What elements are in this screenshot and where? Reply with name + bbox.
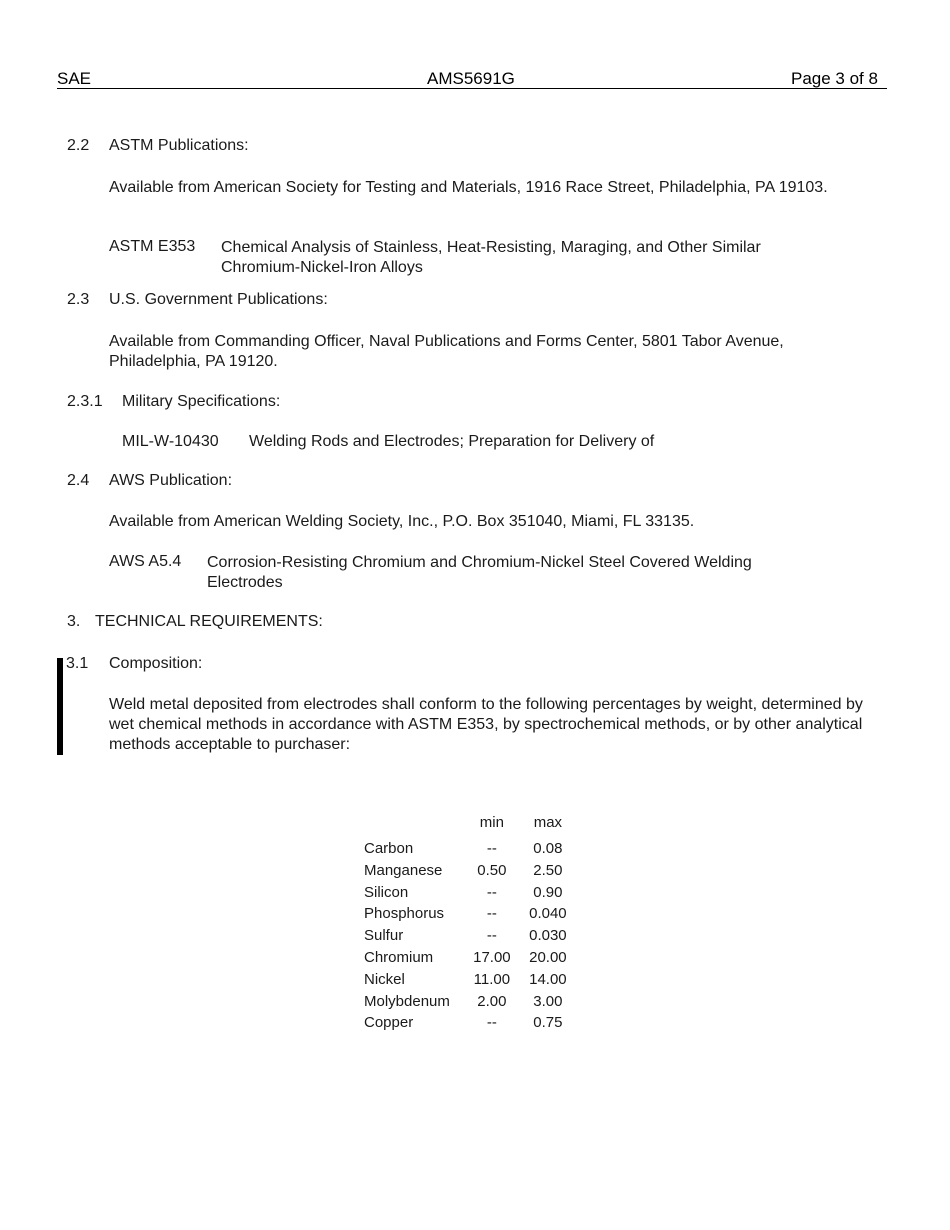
min-value: --	[486, 840, 497, 857]
header-min: min	[479, 814, 504, 831]
min-value: 2.00	[477, 992, 507, 1010]
section-2-3-1-title: Military Specifications:	[122, 393, 281, 410]
table-row	[358, 947, 576, 969]
section-3-number: 3.	[67, 613, 81, 630]
max-value: 14.00	[529, 970, 567, 988]
max-value: 20.00	[529, 948, 567, 966]
max-value: 0.030	[529, 927, 567, 945]
section-2-3-availability: Available from Commanding Officer, Naval Publications and Forms Center, 5801 Tabor Avenue, Philadelphia, PA 19120.	[109, 333, 784, 370]
section-2-4-number: 2.4	[67, 472, 90, 489]
header-element	[358, 812, 464, 838]
element-name: Chromium	[364, 948, 434, 966]
header-rule	[57, 88, 887, 89]
section-3-1-number: 3.1	[66, 655, 89, 672]
min-value: --	[486, 883, 497, 901]
element-name: Manganese	[364, 861, 443, 879]
element-name: Carbon	[364, 840, 414, 857]
ref-mil-w-10430-title: Welding Rods and Electrodes; Preparation for Delivery of	[249, 433, 655, 450]
table-row	[358, 838, 576, 860]
table-row	[358, 1012, 576, 1034]
composition-table-header	[358, 812, 576, 838]
table-row	[358, 860, 576, 882]
min-value: 17.00	[473, 948, 511, 966]
min-value: 11.00	[473, 970, 511, 988]
element-name: Phosphorus	[364, 905, 445, 923]
element-name: Copper	[364, 1014, 414, 1032]
ref-astm-e353-title: Chemical Analysis of Stainless, Heat-Resisting, Maraging, and Other Similar Chromium-Nickel-Iron Alloys	[221, 239, 761, 276]
max-value: 0.75	[533, 1014, 563, 1032]
max-value: 2.50	[533, 861, 563, 879]
header-doc-number: AMS5691G	[427, 69, 515, 88]
element-name: Nickel	[364, 970, 405, 988]
max-value: 0.08	[533, 840, 563, 857]
section-2-4-title: AWS Publication:	[109, 472, 233, 489]
min-value: --	[486, 1014, 497, 1032]
max-value: 3.00	[533, 992, 563, 1010]
table-row	[358, 991, 576, 1013]
ref-mil-w-10430-id: MIL-W-10430	[122, 433, 219, 450]
element-name: Molybdenum	[364, 992, 450, 1010]
min-value: --	[486, 905, 497, 923]
revision-change-bar	[57, 658, 63, 755]
ref-astm-e353-id: ASTM E353	[109, 238, 196, 255]
header-max: max	[533, 814, 563, 831]
element-name: Silicon	[364, 883, 409, 901]
section-2-3-1-number: 2.3.1	[67, 393, 103, 410]
table-row	[358, 903, 576, 925]
section-2-2-number: 2.2	[67, 137, 90, 154]
min-value: 0.50	[477, 861, 507, 879]
section-3-title: TECHNICAL REQUIREMENTS:	[95, 613, 323, 630]
table-row	[358, 969, 576, 991]
table-row	[358, 882, 576, 904]
section-2-4-availability: Available from American Welding Society, Inc., P.O. Box 351040, Miami, FL 33135.	[109, 513, 695, 530]
section-3-1-title: Composition:	[109, 655, 203, 672]
header-left: SAE	[57, 69, 92, 88]
header-page-number: Page 3 of 8	[791, 69, 878, 88]
max-value: 0.90	[533, 883, 563, 901]
min-value: --	[486, 927, 497, 945]
max-value: 0.040	[529, 905, 567, 923]
section-3-1-body: Weld metal deposited from electrodes shall conform to the following percentages by weight, determined by wet chemical methods in accordance with ASTM E353, by spectrochemical methods, or by other analytical methods acceptable to purchaser:	[109, 696, 863, 753]
section-2-2-title: ASTM Publications:	[109, 137, 249, 154]
section-2-2-availability: Available from American Society for Testing and Materials, 1916 Race Street, Philadelphia, PA 19103.	[109, 179, 828, 196]
element-name: Sulfur	[364, 927, 404, 945]
composition-table	[358, 812, 576, 1034]
section-2-3-title: U.S. Government Publications:	[109, 291, 328, 308]
section-2-3-number: 2.3	[67, 291, 90, 308]
table-row	[358, 925, 576, 947]
ref-aws-a5-4-title: Corrosion-Resisting Chromium and Chromium-Nickel Steel Covered Welding Electrodes	[207, 554, 752, 591]
ref-aws-a5-4-id: AWS A5.4	[109, 553, 182, 570]
